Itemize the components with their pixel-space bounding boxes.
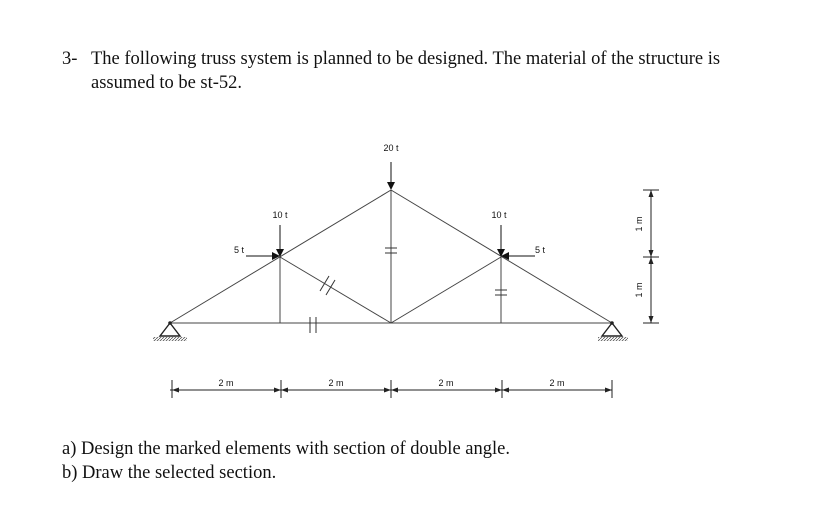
left-support [153,321,187,341]
height-label-lower: 1 m [634,282,644,298]
span-label-4: 2 m [549,378,565,388]
right-horizontal-load-label: 5 t [534,245,546,255]
diagonal-left [280,257,391,323]
left-horizontal-load-label: 5 t [233,245,245,255]
span-dimension-line [170,380,612,398]
question-number: 3- [62,49,78,69]
question-text-line-1: The following truss system is planned to be designed. The material of the structure is [91,49,721,69]
span-label-1: 2 m [218,378,234,388]
left-node-load-label: 10 t [272,210,288,220]
apex-load-label: 20 t [383,143,399,153]
task-a: a) Design the marked elements with section of double angle. [62,439,510,459]
span-label-3: 2 m [438,378,454,388]
task-b: b) Draw the selected section. [62,463,277,483]
right-support [598,321,628,341]
right-node-load-label: 10 t [491,210,507,220]
question-text-line-2: assumed to be st-52. [91,73,243,93]
span-label-2: 2 m [328,378,344,388]
height-label-upper: 1 m [634,216,644,232]
marked-element-bottom-chord [310,317,316,333]
diagonal-right [391,257,501,323]
